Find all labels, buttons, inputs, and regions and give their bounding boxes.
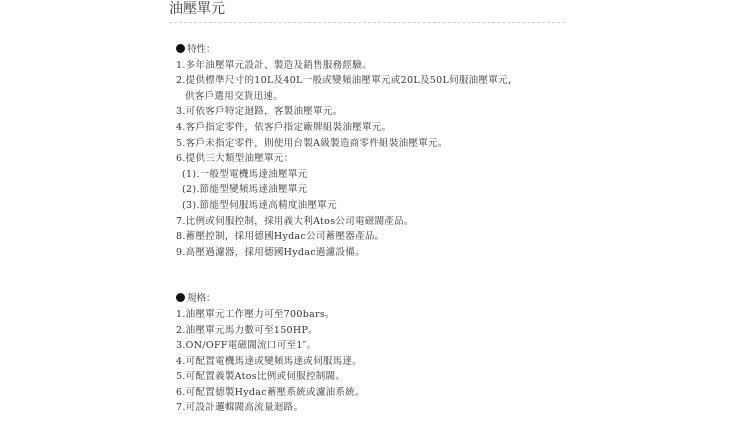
bullet-icon [176,293,185,302]
features-heading-label: 特性： [187,44,216,55]
feature-line: 5.客戶未指定零件，則使用台製A級製造商零件組裝油壓單元。 [176,137,448,149]
feature-line: 7.比例或伺服控制，採用義大利Atos公司電磁閥產品。 [176,215,414,227]
feature-line: 6.提供三大類型油壓單元： [176,153,294,165]
content-body [176,42,566,416]
features-heading [176,42,566,58]
feature-line: 1.多年油壓單元設計、製造及銷售服務經驗。 [176,59,372,71]
feature-line: 2.提供標準尺寸的10L及40L一般或變頻油壓單元或20L及50L伺服油壓單元， [176,75,518,87]
spec-line: 4.可配置電機馬達或變頻馬達或伺服馬達。 [176,355,363,367]
feature-line: 8.蓄壓控制，採用德國Hydac公司蓄壓器產品。 [176,231,385,243]
page-title: 油壓單元 [169,1,225,17]
spec-line: 1.油壓單元工作壓力可至700bars。 [176,308,335,320]
feature-line: 供客戶選用交貨迅速。 [185,90,284,102]
spec-line: 7.可設計邏輯閥高流量迴路。 [176,402,304,414]
features-section [176,42,566,260]
specs-heading [176,291,566,307]
title-divider [169,22,565,23]
feature-subline: (2).節能型變頻馬達油壓單元 [182,184,308,196]
bullet-icon [176,44,185,53]
feature-subline: (3).節能型伺服馬達高精度油壓單元 [182,199,337,211]
spec-line: 5.可配置義製Atos比例或伺服控制閥。 [176,371,346,383]
feature-line: 9.高壓過濾器，採用德國Hydac過濾設備。 [176,246,365,258]
feature-line: 3.可依客戶特定迴路，客製油壓單元。 [176,106,343,118]
spec-line: 6.可配置德製Hydac蓄壓系統或濾油系統。 [176,386,365,398]
specs-heading-label: 規格： [187,293,216,305]
feature-subline: (1).一般型電機馬達油壓單元 [182,168,308,180]
spec-line: 3.ON/OFF電磁閥流口可至1″。 [176,340,317,352]
feature-line: 4.客戶指定零件，依客戶指定廠牌組裝油壓單元。 [176,121,392,133]
section-spacer [176,260,566,291]
spec-line: 2.油壓單元馬力數可至150HP。 [176,324,318,336]
specs-section [176,291,566,416]
